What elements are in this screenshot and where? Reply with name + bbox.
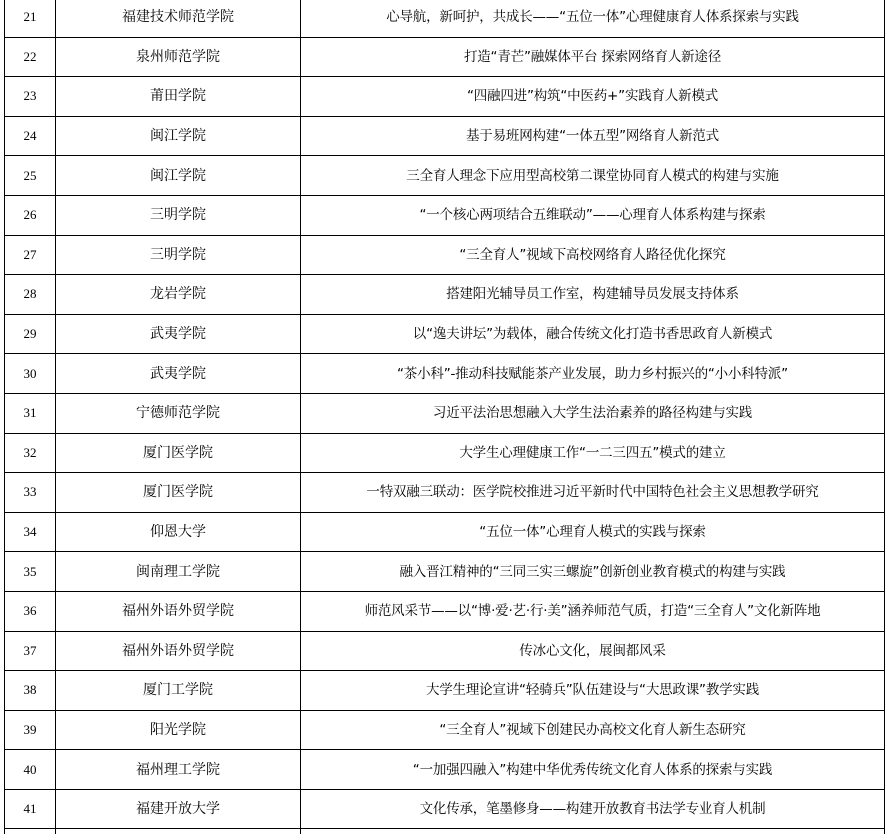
project-title-cell: “四融四进”构筑“中医药+”实践育人新模式 [301,77,885,117]
school-name-cell: 武夷学院 [56,314,301,354]
table-row [5,591,885,631]
table-row [5,235,885,275]
row-number-cell: 28 [5,275,56,315]
table-row [5,552,885,592]
school-name-cell: 莆田学院 [56,77,301,117]
school-name-cell: 厦门工学院 [56,671,301,711]
project-title-cell: 习近平法治思想融入大学生法治素养的路径构建与实践 [301,393,885,433]
school-name-cell: 福州外语外贸学院 [56,591,301,631]
project-title-cell: 师范风采节——以“博·爱·艺·行·美”涵养师范气质，打造“三全育人”文化新阵地 [301,591,885,631]
row-number-cell: 30 [5,354,56,394]
project-title-cell: “三全育人”视域下创建民办高校文化育人新生态研究 [301,710,885,750]
school-name-cell: 闽江学院 [56,116,301,156]
empty-cell [301,829,885,834]
project-title-cell: 传冰心文化，展闽都风采 [301,631,885,671]
table-row [5,433,885,473]
row-number-cell: 27 [5,235,56,275]
school-name-cell: 武夷学院 [56,354,301,394]
school-name-cell: 厦门医学院 [56,433,301,473]
table-row [5,354,885,394]
project-title-cell: 一特双融三联动：医学院校推进习近平新时代中国特色社会主义思想教学研究 [301,473,885,513]
table-body [5,0,885,834]
project-title-cell: “一个核心两项结合五维联动”——心理育人体系构建与探索 [301,195,885,235]
school-name-cell: 福州外语外贸学院 [56,631,301,671]
table-row [5,195,885,235]
table-row [5,750,885,790]
school-name-cell: 闽南理工学院 [56,552,301,592]
row-number-cell: 33 [5,473,56,513]
row-number-cell: 40 [5,750,56,790]
project-title-cell: “五位一体”心理育人模式的实践与探索 [301,512,885,552]
row-number-cell: 38 [5,671,56,711]
school-name-cell: 三明学院 [56,235,301,275]
project-title-cell: 融入晋江精神的“三同三实三螺旋”创新创业教育模式的构建与实践 [301,552,885,592]
row-number-cell: 24 [5,116,56,156]
school-name-cell: 福建技术师范学院 [56,0,301,37]
row-number-cell: 21 [5,0,56,37]
row-number-cell: 41 [5,789,56,829]
empty-cell [5,829,56,834]
school-name-cell: 闽江学院 [56,156,301,196]
project-title-cell: 基于易班网构建“一体五型”网络育人新范式 [301,116,885,156]
row-number-cell: 22 [5,37,56,77]
project-title-cell: 三全育人理念下应用型高校第二课堂协同育人模式的构建与实施 [301,156,885,196]
table-row [5,473,885,513]
table-row [5,77,885,117]
project-title-cell: 心导航，新呵护，共成长——“五位一体”心理健康育人体系探索与实践 [301,0,885,37]
row-number-cell: 25 [5,156,56,196]
project-title-cell: “茶小科”-推动科技赋能茶产业发展，助力乡村振兴的“小小科特派” [301,354,885,394]
project-title-cell: “一加强四融入”构建中华优秀传统文化育人体系的探索与实践 [301,750,885,790]
project-title-cell: 大学生理论宣讲“轻骑兵”队伍建设与“大思政课”教学实践 [301,671,885,711]
school-name-cell: 宁德师范学院 [56,393,301,433]
project-title-cell: 搭建阳光辅导员工作室，构建辅导员发展支持体系 [301,275,885,315]
row-number-cell: 39 [5,710,56,750]
project-title-cell: 以“逸夫讲坛”为载体，融合传统文化打造书香思政育人新模式 [301,314,885,354]
table-row [5,0,885,37]
school-name-cell: 泉州师范学院 [56,37,301,77]
row-number-cell: 29 [5,314,56,354]
school-name-cell: 阳光学院 [56,710,301,750]
row-number-cell: 34 [5,512,56,552]
table-row [5,156,885,196]
school-name-cell: 龙岩学院 [56,275,301,315]
table-row [5,512,885,552]
row-number-cell: 37 [5,631,56,671]
row-number-cell: 26 [5,195,56,235]
table-row-cut-off [5,829,885,834]
table-row [5,116,885,156]
table-row [5,393,885,433]
row-number-cell: 36 [5,591,56,631]
school-name-cell: 三明学院 [56,195,301,235]
school-name-cell: 福建开放大学 [56,789,301,829]
row-number-cell: 31 [5,393,56,433]
project-title-cell: 打造“青芒”融媒体平台 探索网络育人新途径 [301,37,885,77]
table-row [5,275,885,315]
row-number-cell: 32 [5,433,56,473]
table-row [5,314,885,354]
table-row [5,710,885,750]
table-row [5,671,885,711]
empty-cell [56,829,301,834]
school-name-cell: 福州理工学院 [56,750,301,790]
school-name-cell: 厦门医学院 [56,473,301,513]
project-title-cell: 大学生心理健康工作“一二三四五”模式的建立 [301,433,885,473]
project-list-table [4,0,885,834]
school-name-cell: 仰恩大学 [56,512,301,552]
table-row [5,789,885,829]
project-title-cell: 文化传承，笔墨修身——构建开放教育书法学专业育人机制 [301,789,885,829]
table-row [5,631,885,671]
row-number-cell: 23 [5,77,56,117]
table-row [5,37,885,77]
row-number-cell: 35 [5,552,56,592]
project-title-cell: “三全育人”视域下高校网络育人路径优化探究 [301,235,885,275]
